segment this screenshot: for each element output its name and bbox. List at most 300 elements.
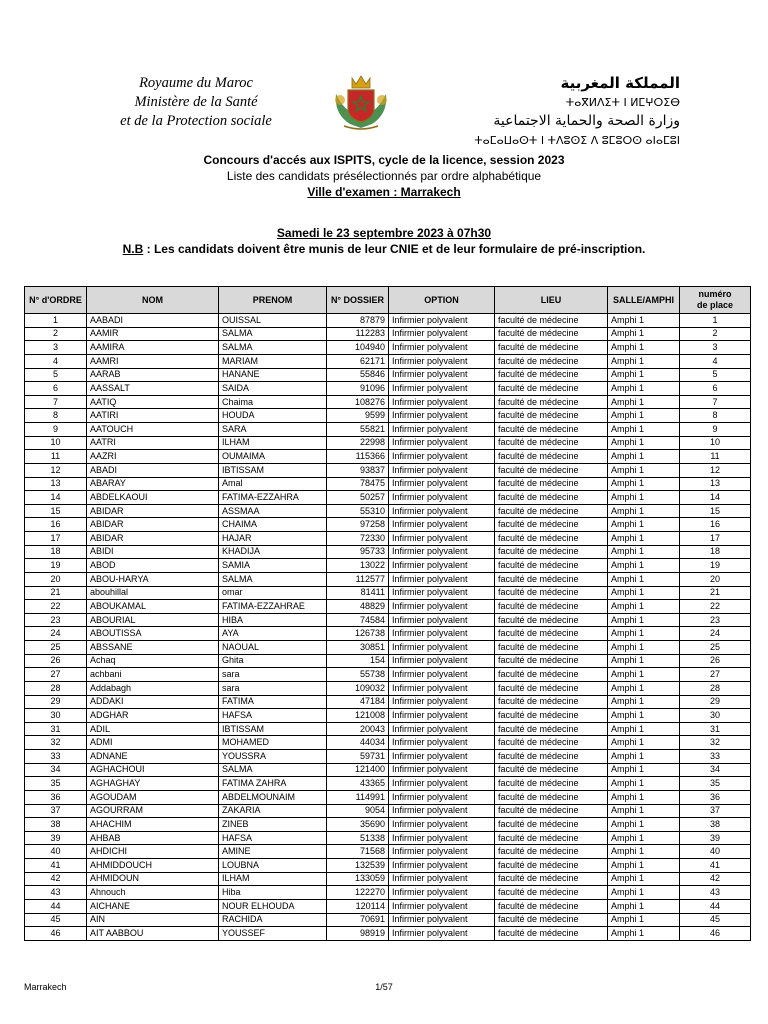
cell-prenom: MARIAM <box>219 354 327 368</box>
letterhead-ministry-cont: et de la Protection sociale <box>120 113 272 129</box>
cell-lieu: faculté de médecine <box>495 314 608 328</box>
cell-option: Infirmier polyvalent <box>389 777 495 791</box>
cell-salle: Amphi 1 <box>608 450 680 464</box>
cell-salle: Amphi 1 <box>608 709 680 723</box>
cell-option: Infirmier polyvalent <box>389 450 495 464</box>
table-row <box>25 504 751 518</box>
cell-salle: Amphi 1 <box>608 736 680 750</box>
cell-salle: Amphi 1 <box>608 627 680 641</box>
cell-prenom: KHADIJA <box>219 545 327 559</box>
cell-ordre: 35 <box>25 777 87 791</box>
cell-salle: Amphi 1 <box>608 886 680 900</box>
cell-dossier: 43365 <box>327 777 389 791</box>
cell-salle: Amphi 1 <box>608 872 680 886</box>
cell-salle: Amphi 1 <box>608 586 680 600</box>
cell-salle: Amphi 1 <box>608 600 680 614</box>
cell-nom: AIN <box>87 913 219 927</box>
exam-date <box>0 226 768 240</box>
cell-ordre: 11 <box>25 450 87 464</box>
cell-prenom: HAJAR <box>219 532 327 546</box>
cell-lieu: faculté de médecine <box>495 695 608 709</box>
cell-ordre: 25 <box>25 641 87 655</box>
cell-option: Infirmier polyvalent <box>389 341 495 355</box>
cell-dossier: 115366 <box>327 450 389 464</box>
cell-option: Infirmier polyvalent <box>389 504 495 518</box>
cell-dossier: 98919 <box>327 927 389 941</box>
cell-nom: ABOURIAL <box>87 613 219 627</box>
cell-place: 8 <box>680 409 751 423</box>
cell-lieu: faculté de médecine <box>495 831 608 845</box>
letterhead-french <box>86 74 306 131</box>
cell-nom: AGOUDAM <box>87 790 219 804</box>
cell-option: Infirmier polyvalent <box>389 572 495 586</box>
cell-lieu: faculté de médecine <box>495 423 608 437</box>
cell-salle: Amphi 1 <box>608 327 680 341</box>
cell-prenom: FATIMA <box>219 695 327 709</box>
cell-place: 27 <box>680 668 751 682</box>
cell-ordre: 6 <box>25 382 87 396</box>
cell-dossier: 55821 <box>327 423 389 437</box>
cell-place: 19 <box>680 559 751 573</box>
cell-nom: ABADI <box>87 463 219 477</box>
cell-salle: Amphi 1 <box>608 763 680 777</box>
cell-dossier: 50257 <box>327 491 389 505</box>
cell-prenom: SALMA <box>219 572 327 586</box>
cell-nom: Ahnouch <box>87 886 219 900</box>
cell-dossier: 93837 <box>327 463 389 477</box>
table-row <box>25 736 751 750</box>
cell-place: 42 <box>680 872 751 886</box>
cell-option: Infirmier polyvalent <box>389 382 495 396</box>
cell-lieu: faculté de médecine <box>495 777 608 791</box>
cell-salle: Amphi 1 <box>608 354 680 368</box>
cell-dossier: 55310 <box>327 504 389 518</box>
cell-ordre: 18 <box>25 545 87 559</box>
cell-prenom: LOUBNA <box>219 859 327 873</box>
table-row <box>25 423 751 437</box>
cell-ordre: 3 <box>25 341 87 355</box>
table-row <box>25 409 751 423</box>
cell-nom: AATIRI <box>87 409 219 423</box>
cell-lieu: faculté de médecine <box>495 627 608 641</box>
cell-ordre: 40 <box>25 845 87 859</box>
cell-nom: ABOUTISSA <box>87 627 219 641</box>
col-header-nom: NOM <box>87 287 219 314</box>
cell-option: Infirmier polyvalent <box>389 681 495 695</box>
cell-option: Infirmier polyvalent <box>389 423 495 437</box>
cell-ordre: 21 <box>25 586 87 600</box>
cell-place: 35 <box>680 777 751 791</box>
cell-place: 7 <box>680 395 751 409</box>
cell-ordre: 30 <box>25 709 87 723</box>
table-row <box>25 613 751 627</box>
cell-ordre: 5 <box>25 368 87 382</box>
cell-nom: ABIDAR <box>87 518 219 532</box>
cell-dossier: 71568 <box>327 845 389 859</box>
cell-ordre: 10 <box>25 436 87 450</box>
cell-dossier: 13022 <box>327 559 389 573</box>
cell-place: 16 <box>680 518 751 532</box>
table-row <box>25 695 751 709</box>
cell-place: 5 <box>680 368 751 382</box>
cell-nom: ABOD <box>87 559 219 573</box>
cell-place: 45 <box>680 913 751 927</box>
exam-date-text: Samedi le 23 septembre 2023 à 07h30 <box>276 226 492 240</box>
table-row <box>25 790 751 804</box>
col-header-lieu: LIEU <box>495 287 608 314</box>
cell-place: 1 <box>680 314 751 328</box>
cell-salle: Amphi 1 <box>608 641 680 655</box>
cell-lieu: faculté de médecine <box>495 354 608 368</box>
cell-nom: AICHANE <box>87 899 219 913</box>
cell-lieu: faculté de médecine <box>495 518 608 532</box>
cell-nom: abouhillal <box>87 586 219 600</box>
cell-ordre: 17 <box>25 532 87 546</box>
cell-prenom: HAFSA <box>219 831 327 845</box>
cell-lieu: faculté de médecine <box>495 504 608 518</box>
cell-place: 33 <box>680 750 751 764</box>
table-row <box>25 641 751 655</box>
page-number: 1/57 <box>375 982 393 992</box>
cell-prenom: SAIDA <box>219 382 327 396</box>
table-row <box>25 913 751 927</box>
cell-place: 44 <box>680 899 751 913</box>
cell-dossier: 108276 <box>327 395 389 409</box>
cell-ordre: 19 <box>25 559 87 573</box>
cell-ordre: 29 <box>25 695 87 709</box>
cell-place: 37 <box>680 804 751 818</box>
cell-nom: ADMI <box>87 736 219 750</box>
cell-salle: Amphi 1 <box>608 559 680 573</box>
cell-salle: Amphi 1 <box>608 409 680 423</box>
cell-salle: Amphi 1 <box>608 722 680 736</box>
cell-place: 10 <box>680 436 751 450</box>
cell-option: Infirmier polyvalent <box>389 654 495 668</box>
cell-place: 20 <box>680 572 751 586</box>
cell-prenom: FATIMA ZAHRA <box>219 777 327 791</box>
cell-lieu: faculté de médecine <box>495 450 608 464</box>
cell-salle: Amphi 1 <box>608 927 680 941</box>
cell-prenom: FATIMA-EZZAHRA <box>219 491 327 505</box>
cell-place: 30 <box>680 709 751 723</box>
letterhead-kingdom: Royaume du Maroc <box>139 75 253 91</box>
cell-prenom: sara <box>219 681 327 695</box>
cell-place: 32 <box>680 736 751 750</box>
cell-nom: AATRI <box>87 436 219 450</box>
cell-option: Infirmier polyvalent <box>389 613 495 627</box>
cell-lieu: faculté de médecine <box>495 736 608 750</box>
cell-nom: AAZRI <box>87 450 219 464</box>
cell-salle: Amphi 1 <box>608 368 680 382</box>
cell-ordre: 2 <box>25 327 87 341</box>
cell-lieu: faculté de médecine <box>495 641 608 655</box>
cell-dossier: 112577 <box>327 572 389 586</box>
cell-lieu: faculté de médecine <box>495 818 608 832</box>
cell-prenom: MOHAMED <box>219 736 327 750</box>
cell-option: Infirmier polyvalent <box>389 790 495 804</box>
cell-nom: achbani <box>87 668 219 682</box>
cell-dossier: 112283 <box>327 327 389 341</box>
letterhead-arabic-tifinagh <box>440 74 680 150</box>
cell-salle: Amphi 1 <box>608 804 680 818</box>
cell-dossier: 126738 <box>327 627 389 641</box>
cell-place: 13 <box>680 477 751 491</box>
cell-lieu: faculté de médecine <box>495 436 608 450</box>
table-row <box>25 859 751 873</box>
col-header-ordre: N° d'ORDRE <box>25 287 87 314</box>
table-row <box>25 777 751 791</box>
cell-dossier: 87879 <box>327 314 389 328</box>
cell-ordre: 31 <box>25 722 87 736</box>
cell-dossier: 22998 <box>327 436 389 450</box>
cell-salle: Amphi 1 <box>608 491 680 505</box>
cell-lieu: faculté de médecine <box>495 886 608 900</box>
letterhead-arabic-ministry: وزارة الصحة والحماية الاجتماعية <box>493 113 680 129</box>
cell-option: Infirmier polyvalent <box>389 477 495 491</box>
col-header-prenom: PRENOM <box>219 287 327 314</box>
cell-salle: Amphi 1 <box>608 831 680 845</box>
cell-ordre: 42 <box>25 872 87 886</box>
cell-dossier: 132539 <box>327 859 389 873</box>
cell-lieu: faculté de médecine <box>495 804 608 818</box>
table-row <box>25 559 751 573</box>
cell-option: Infirmier polyvalent <box>389 545 495 559</box>
cell-lieu: faculté de médecine <box>495 409 608 423</box>
cell-nom: AAMRI <box>87 354 219 368</box>
cell-place: 3 <box>680 341 751 355</box>
cell-lieu: faculté de médecine <box>495 491 608 505</box>
cell-option: Infirmier polyvalent <box>389 395 495 409</box>
cell-dossier: 47184 <box>327 695 389 709</box>
cell-salle: Amphi 1 <box>608 423 680 437</box>
cell-nom: AARAB <box>87 368 219 382</box>
cell-salle: Amphi 1 <box>608 790 680 804</box>
table-row <box>25 314 751 328</box>
table-row <box>25 436 751 450</box>
table-row <box>25 463 751 477</box>
cell-salle: Amphi 1 <box>608 463 680 477</box>
table-row <box>25 763 751 777</box>
cell-prenom: HOUDA <box>219 409 327 423</box>
cell-place: 6 <box>680 382 751 396</box>
exam-city: Ville d'examen : Marrakech <box>307 185 461 199</box>
cell-option: Infirmier polyvalent <box>389 722 495 736</box>
cell-place: 36 <box>680 790 751 804</box>
col-header-dossier: N° DOSSIER <box>327 287 389 314</box>
royal-coat-of-arms-icon <box>330 70 392 132</box>
cell-nom: AAMIRA <box>87 341 219 355</box>
cell-dossier: 95733 <box>327 545 389 559</box>
cell-option: Infirmier polyvalent <box>389 327 495 341</box>
document-titles <box>0 152 768 200</box>
table-row <box>25 722 751 736</box>
cell-salle: Amphi 1 <box>608 681 680 695</box>
cell-dossier: 154 <box>327 654 389 668</box>
cell-prenom: Amal <box>219 477 327 491</box>
cell-salle: Amphi 1 <box>608 341 680 355</box>
cell-lieu: faculté de médecine <box>495 763 608 777</box>
cell-prenom: Hiba <box>219 886 327 900</box>
cell-nom: AATOUCH <box>87 423 219 437</box>
cell-prenom: AYA <box>219 627 327 641</box>
cell-place: 4 <box>680 354 751 368</box>
note-label: N.B <box>122 242 144 256</box>
cell-lieu: faculté de médecine <box>495 382 608 396</box>
cell-lieu: faculté de médecine <box>495 927 608 941</box>
cell-option: Infirmier polyvalent <box>389 818 495 832</box>
cell-nom: ABIDAR <box>87 532 219 546</box>
cell-option: Infirmier polyvalent <box>389 695 495 709</box>
cell-prenom: SARA <box>219 423 327 437</box>
cell-lieu: faculté de médecine <box>495 477 608 491</box>
cell-option: Infirmier polyvalent <box>389 409 495 423</box>
cell-nom: AGHAGHAY <box>87 777 219 791</box>
cell-prenom: Chaima <box>219 395 327 409</box>
table-body <box>25 314 751 941</box>
cell-dossier: 78475 <box>327 477 389 491</box>
cell-dossier: 59731 <box>327 750 389 764</box>
cell-salle: Amphi 1 <box>608 613 680 627</box>
cell-dossier: 121400 <box>327 763 389 777</box>
cell-option: Infirmier polyvalent <box>389 899 495 913</box>
cell-option: Infirmier polyvalent <box>389 763 495 777</box>
cell-lieu: faculté de médecine <box>495 559 608 573</box>
cell-lieu: faculté de médecine <box>495 750 608 764</box>
cell-place: 2 <box>680 327 751 341</box>
cell-dossier: 133059 <box>327 872 389 886</box>
cell-place: 11 <box>680 450 751 464</box>
cell-option: Infirmier polyvalent <box>389 886 495 900</box>
cell-dossier: 51338 <box>327 831 389 845</box>
cell-nom: AHMIDDOUCH <box>87 859 219 873</box>
table-row <box>25 886 751 900</box>
cell-nom: ABDELKAOUI <box>87 491 219 505</box>
cell-place: 29 <box>680 695 751 709</box>
cell-lieu: faculté de médecine <box>495 613 608 627</box>
letterhead-tifinagh-kingdom: ⵜⴰⴳⵍⴷⵉⵜ ⵏ ⵍⵎⵖⵔⵉⴱ <box>565 96 680 109</box>
table-row <box>25 450 751 464</box>
cell-ordre: 23 <box>25 613 87 627</box>
table-row <box>25 600 751 614</box>
cell-dossier: 114991 <box>327 790 389 804</box>
table-row <box>25 899 751 913</box>
cell-ordre: 26 <box>25 654 87 668</box>
cell-lieu: faculté de médecine <box>495 845 608 859</box>
cell-option: Infirmier polyvalent <box>389 532 495 546</box>
cell-nom: ADNANE <box>87 750 219 764</box>
cell-lieu: faculté de médecine <box>495 600 608 614</box>
col-header-place-line2: de place <box>696 300 734 310</box>
cell-ordre: 32 <box>25 736 87 750</box>
table-row <box>25 341 751 355</box>
cell-dossier: 62171 <box>327 354 389 368</box>
cell-ordre: 15 <box>25 504 87 518</box>
cell-prenom: OUISSAL <box>219 314 327 328</box>
cell-salle: Amphi 1 <box>608 777 680 791</box>
cell-option: Infirmier polyvalent <box>389 436 495 450</box>
cell-nom: ADDAKI <box>87 695 219 709</box>
cell-dossier: 120114 <box>327 899 389 913</box>
cell-option: Infirmier polyvalent <box>389 627 495 641</box>
cell-prenom: HANANE <box>219 368 327 382</box>
cell-dossier: 81411 <box>327 586 389 600</box>
cell-salle: Amphi 1 <box>608 654 680 668</box>
cell-lieu: faculté de médecine <box>495 572 608 586</box>
cell-lieu: faculté de médecine <box>495 872 608 886</box>
cell-option: Infirmier polyvalent <box>389 859 495 873</box>
cell-nom: Addabagh <box>87 681 219 695</box>
cell-place: 15 <box>680 504 751 518</box>
cell-salle: Amphi 1 <box>608 504 680 518</box>
cell-dossier: 74584 <box>327 613 389 627</box>
cell-nom: AATIQ <box>87 395 219 409</box>
cell-option: Infirmier polyvalent <box>389 518 495 532</box>
cell-dossier: 55738 <box>327 668 389 682</box>
cell-prenom: AMINE <box>219 845 327 859</box>
cell-nom: AHMIDOUN <box>87 872 219 886</box>
cell-nom: ADIL <box>87 722 219 736</box>
cell-ordre: 28 <box>25 681 87 695</box>
table-row <box>25 818 751 832</box>
cell-salle: Amphi 1 <box>608 572 680 586</box>
cell-ordre: 37 <box>25 804 87 818</box>
cell-option: Infirmier polyvalent <box>389 845 495 859</box>
cell-ordre: 16 <box>25 518 87 532</box>
letterhead-tifinagh-ministry: ⵜⴰⵎⴰⵡⴰⵙⵜ ⵏ ⵜⴷⵓⵙⵉ ⴷ ⵓⵎⵓⵔⵙ ⴰⵏⴰⵎⵓⵏ <box>474 134 680 147</box>
note <box>0 242 768 256</box>
cell-ordre: 4 <box>25 354 87 368</box>
cell-option: Infirmier polyvalent <box>389 354 495 368</box>
cell-lieu: faculté de médecine <box>495 368 608 382</box>
cell-option: Infirmier polyvalent <box>389 804 495 818</box>
cell-nom: AHDICHI <box>87 845 219 859</box>
candidates-table <box>24 286 751 941</box>
cell-nom: AASSALT <box>87 382 219 396</box>
table-row <box>25 354 751 368</box>
cell-ordre: 27 <box>25 668 87 682</box>
cell-prenom: SALMA <box>219 327 327 341</box>
cell-dossier: 44034 <box>327 736 389 750</box>
cell-place: 46 <box>680 927 751 941</box>
cell-nom: ABOU-HARYA <box>87 572 219 586</box>
cell-prenom: SAMIA <box>219 559 327 573</box>
cell-place: 21 <box>680 586 751 600</box>
cell-nom: AHACHIM <box>87 818 219 832</box>
cell-place: 41 <box>680 859 751 873</box>
cell-lieu: faculté de médecine <box>495 722 608 736</box>
cell-place: 23 <box>680 613 751 627</box>
table-row <box>25 654 751 668</box>
cell-salle: Amphi 1 <box>608 314 680 328</box>
table-row <box>25 395 751 409</box>
cell-nom: ABIDI <box>87 545 219 559</box>
cell-ordre: 43 <box>25 886 87 900</box>
cell-salle: Amphi 1 <box>608 477 680 491</box>
cell-ordre: 14 <box>25 491 87 505</box>
cell-place: 14 <box>680 491 751 505</box>
cell-salle: Amphi 1 <box>608 668 680 682</box>
cell-option: Infirmier polyvalent <box>389 559 495 573</box>
table-row <box>25 927 751 941</box>
cell-ordre: 20 <box>25 572 87 586</box>
table-row <box>25 831 751 845</box>
col-header-place <box>680 287 751 314</box>
cell-dossier: 9054 <box>327 804 389 818</box>
cell-nom: AABADI <box>87 314 219 328</box>
cell-salle: Amphi 1 <box>608 859 680 873</box>
cell-lieu: faculté de médecine <box>495 709 608 723</box>
table-row <box>25 845 751 859</box>
